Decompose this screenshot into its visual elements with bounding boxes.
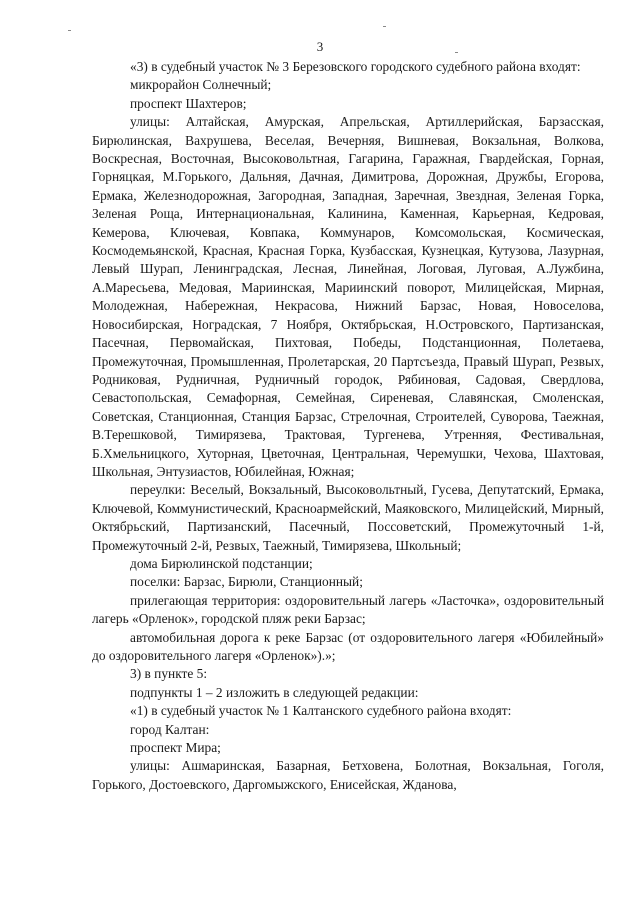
scan-speck [383,26,386,27]
scan-speck [455,52,458,53]
paragraph-12: «1) в судебный участок № 1 Калтанского судебного района входят: [130,703,512,719]
scan-speck [68,30,71,31]
paragraph-6: дома Бирюлинской подстанции; [130,555,313,571]
paragraph-11: подпункты 1 – 2 изложить в следующей редакции: [130,684,419,700]
paragraph-15: улицы: Ашмаринская, Базарная, Бетховена, Болотная, Вокзальная, Гоголя, Горького, Достоевского, Даргомыжского, Енисейская, Жданова, [92,758,604,792]
paragraph-9: автомобильная дорога к реке Барзас (от оздоровительного лагеря «Юбилейный» до оздоровительного лагеря «Орленок»).»; [92,629,604,663]
paragraph-3: проспект Шахтеров; [130,95,247,111]
paragraph-2: микрорайон Солнечный; [130,77,272,93]
paragraph-10: 3) в пункте 5: [130,666,208,682]
page-number: 3 [316,39,324,54]
document-body [92,58,604,794]
paragraph-7: поселки: Барзас, Бирюли, Станционный; [130,574,363,590]
paragraph-4: улицы: Алтайская, Амурская, Апрельская, Артиллерийская, Барзасская, Бирюлинская, Вахрушева, Веселая, Вечерняя, Вишневая, Вокзальная, Волкова, Воскресная, Восточная, Высоковольтная, Гагарина, Гаражная, Гвардейская, Горная, Горняцкая, М.Горького, Дальняя, Дачная, Димитрова, Дорожная, Дружбы, Егорова, Ермака, Железнодорожная, Загородная, Западная, Заречная, Звездная, Зеленая Горка, Зеленая Роща, Интернациональная, Калинина, Каменная, Карьерная, Кедровая, Кемерова, Ключевая, Ковпака, Коммунаров, Комсомольская, Космическая, Космодемьянской, Красная, Красная Горка, Кузбасская, Кузнецкая, Кутузова, Лазурная, Левый Шурап, Ленинградская, Лесная, Линейная, Логовая, Луговая, А.Лужбина, А.Маресьева, Медовая, Мариинская, Мариинский поворот, Милицейская, Мирная, Молодежная, Набережная, Некрасова, Нижний Барзас, Новая, Новоселова, Новосибирская, Ноградская, 7 Ноября, Октябрьская, Н.Островского, Партизанская, Пасечная, Первомайская, Пихтовая, Победы, Подстанционная, Полетаева, Промежуточная, Промышленная, Пролетарская, 20 Партсъезда, Правый Шурап, Резвых, Родниковая, Рудничная, Рудничный городок, Рябиновая, Садовая, Свердлова, Севастопольская, Семафорная, Семейная, Сиреневая, Славянская, Смоленская, Советская, Станционная, Станция Барзас, Стрелочная, Строителей, Суворова, Таежная, В.Терешковой, Тимирязева, Трактовая, Тургенева, Утренняя, Фестивальная, Б.Хмельницкого, Хуторная, Цветочная, Центральная, Черемушки, Чехова, Шахтовая, Школьная, Энтузиастов, Юбилейная, Южная; [92,114,604,479]
paragraph-5: переулки: Веселый, Вокзальный, Высоковольтный, Гусева, Депутатский, Ермака, Ключевой, Коммунистический, Красноармейский, Маяковского, Милицейский, Мирный, Октябрьский, Партизанский, Пасечный, Поссоветский, Промежуточный 1-й, Промежуточный 2-й, Резвых, Таежный, Тимирязева, Школьный; [92,482,604,553]
paragraph-13: город Калтан: [130,721,210,737]
paragraph-8: прилегающая территория: оздоровительный лагерь «Ласточка», оздоровительный лагерь «Орленок», городской пляж реки Барзас; [92,592,604,627]
paragraph-14: проспект Мира; [130,740,221,756]
paragraph-1: «3) в судебный участок № 3 Березовского городского судебного района входят: [130,59,581,74]
